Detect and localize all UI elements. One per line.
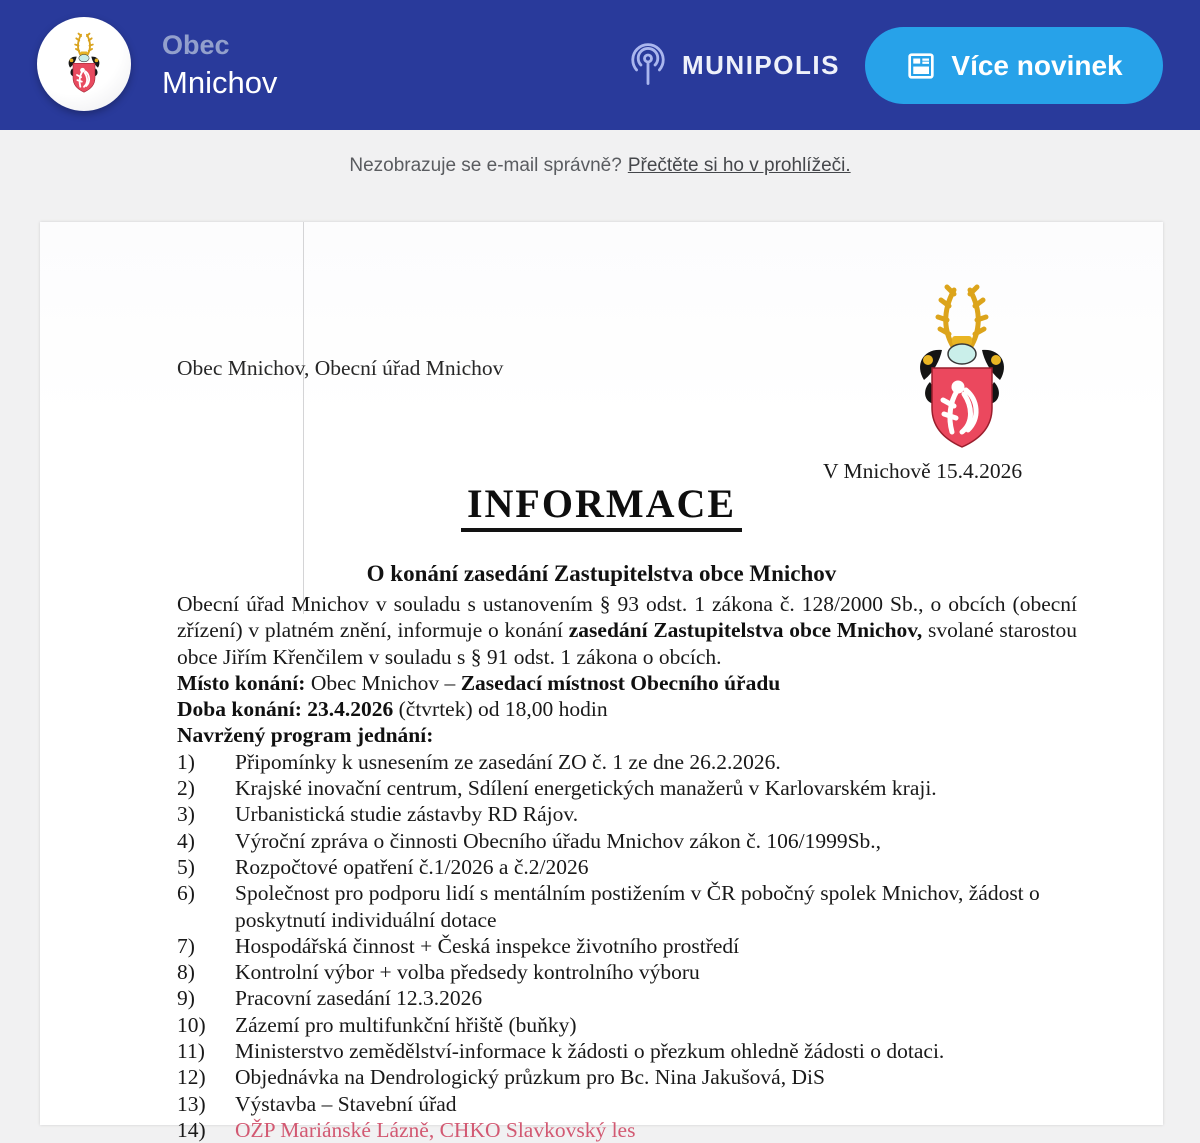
- agenda-item-number: 2): [177, 776, 195, 801]
- place-value: Obec Mnichov –: [305, 670, 461, 695]
- org-type-label: Obec: [162, 30, 230, 60]
- agenda-item: [177, 959, 1077, 985]
- agenda-item: [177, 801, 1077, 827]
- more-news-button[interactable]: [865, 27, 1163, 104]
- agenda-item-text: Urbanistická studie zástavby RD Rájov.: [235, 802, 579, 827]
- agenda-item-number: 3): [177, 802, 195, 827]
- agenda-item: [177, 749, 1077, 775]
- program-heading: Navržený program jednání:: [177, 723, 434, 748]
- intro-part2: svolané starostou obce Jiřím Křenčilem v souladu s § 91 odst. 1 zákona o obcích.: [177, 618, 1077, 669]
- agenda-item: [177, 775, 1077, 801]
- agenda-item-text: Hospodářská činnost + Česká inspekce životního prostředí: [235, 933, 740, 958]
- agenda-item: [177, 1091, 1077, 1117]
- agenda-item: [177, 854, 1077, 880]
- agenda-item-number: 5): [177, 854, 195, 879]
- agenda-item-number: 11): [177, 1039, 205, 1064]
- time-label: Doba konání: 23.4.2026: [177, 697, 394, 722]
- agenda-item-text: Krajské inovační centrum, Sdílení energetických manažerů v Karlovarském kraji.: [235, 776, 937, 801]
- municipality-logo: [37, 17, 131, 111]
- view-in-browser-link[interactable]: Přečtěte si ho v prohlížeči.: [627, 155, 851, 176]
- organization-title: [162, 30, 277, 101]
- agenda-item-number: 12): [177, 1065, 206, 1090]
- munipolis-logo[interactable]: [626, 40, 840, 90]
- document-letterhead: Obec Mnichov, Obecní úřad Mnichov: [177, 356, 504, 380]
- agenda-item-number: 8): [177, 960, 195, 985]
- agenda-item-text: Výroční zpráva o činnosti Obecního úřadu Mnichov zákon č. 106/1999Sb.,: [235, 828, 882, 853]
- agenda-item-text: Kontrolní výbor + volba předsedy kontrolního výboru: [235, 960, 700, 985]
- agenda-item-number: 7): [177, 933, 195, 958]
- email-header: [0, 0, 1200, 130]
- agenda-item: [177, 933, 1077, 959]
- agenda-item-text: Společnost pro podporu lidí s mentálním postižením v ČR pobočný spolek Mnichov, žádost o poskytnutí individuální dotace: [235, 881, 1040, 932]
- agenda-item-number: 14): [177, 1117, 206, 1142]
- place-bold-value: Zasedací místnost Obecního úřadu: [460, 670, 781, 695]
- agenda-list: [177, 749, 1077, 1143]
- agenda-item: [177, 1012, 1077, 1038]
- agenda-item-number: 6): [177, 881, 195, 906]
- agenda-item-number: 13): [177, 1091, 206, 1116]
- brand-name: MUNIPOLIS: [682, 49, 840, 80]
- agenda-item: [177, 880, 1077, 933]
- place-label: Místo konání:: [177, 670, 306, 695]
- agenda-item-text: Rozpočtové opatření č.1/2026 a č.2/2026: [235, 854, 589, 879]
- view-in-browser-banner: [0, 130, 1200, 202]
- document-dateline: V Mnichově 15.4.2026: [823, 459, 1023, 483]
- intro-paragraph: [177, 591, 1077, 670]
- meeting-place-line: [177, 670, 1077, 696]
- agenda-item-number: 9): [177, 986, 195, 1011]
- more-news-label: Více novinek: [951, 49, 1123, 81]
- agenda-item-text: Zázemí pro multifunkční hřiště (buňky): [235, 1012, 577, 1037]
- agenda-item-number: 10): [177, 1012, 206, 1037]
- agenda-item-number: 1): [177, 749, 195, 774]
- agenda-item-text: Pracovní zasedání 12.3.2026: [235, 986, 483, 1011]
- agenda-item: [177, 1038, 1077, 1064]
- agenda-item-number: 4): [177, 828, 195, 853]
- scanned-document: [40, 222, 1163, 1142]
- agenda-item-text: OŽP Mariánské Lázně, CHKO Slavkovský les: [235, 1117, 636, 1142]
- intro-part1: Obecní úřad Mnichov v souladu s ustanovením § 93 odst. 1 zákona č. 128/2000 Sb., o obcích (obecní zřízení) v platném znění, informuje o konání: [177, 592, 1077, 643]
- agenda-item: [177, 828, 1077, 854]
- document-body: [177, 591, 1077, 1143]
- meeting-time-line: [177, 696, 1077, 722]
- time-value: (čtvrtek) od 18,00 hodin: [393, 697, 608, 722]
- agenda-item-text: Připomínky k usnesením ze zasedání ZO č. 1 ze dne 26.2.2026.: [235, 749, 781, 774]
- broadcast-beacon-icon: [626, 40, 670, 90]
- agenda-item-text: Ministerstvo zemědělství-informace k žádosti o přezkum ohledně žádosti o dotaci.: [235, 1039, 945, 1064]
- document-coat-of-arms: [902, 280, 1022, 460]
- agenda-item: [177, 985, 1077, 1011]
- intro-bold: zasedání Zastupitelstva obce Mnichov,: [568, 618, 923, 643]
- coat-of-arms-icon: [62, 31, 106, 97]
- agenda-item-text: Objednávka na Dendrologický průzkum pro Bc. Nina Jakušová, DiS: [235, 1065, 825, 1090]
- agenda-item-text: Výstavba – Stavební úřad: [235, 1091, 457, 1116]
- newspaper-icon: [905, 50, 937, 82]
- agenda-item: [177, 1064, 1077, 1090]
- org-name: Mnichov: [162, 65, 278, 101]
- document-subtitle: O konání zasedání Zastupitelstva obce Mnichov: [366, 561, 837, 586]
- document-title: INFORMACE: [40, 480, 1163, 532]
- banner-question-text: Nezobrazuje se e-mail správně?: [349, 155, 622, 176]
- agenda-item: [177, 1117, 1077, 1143]
